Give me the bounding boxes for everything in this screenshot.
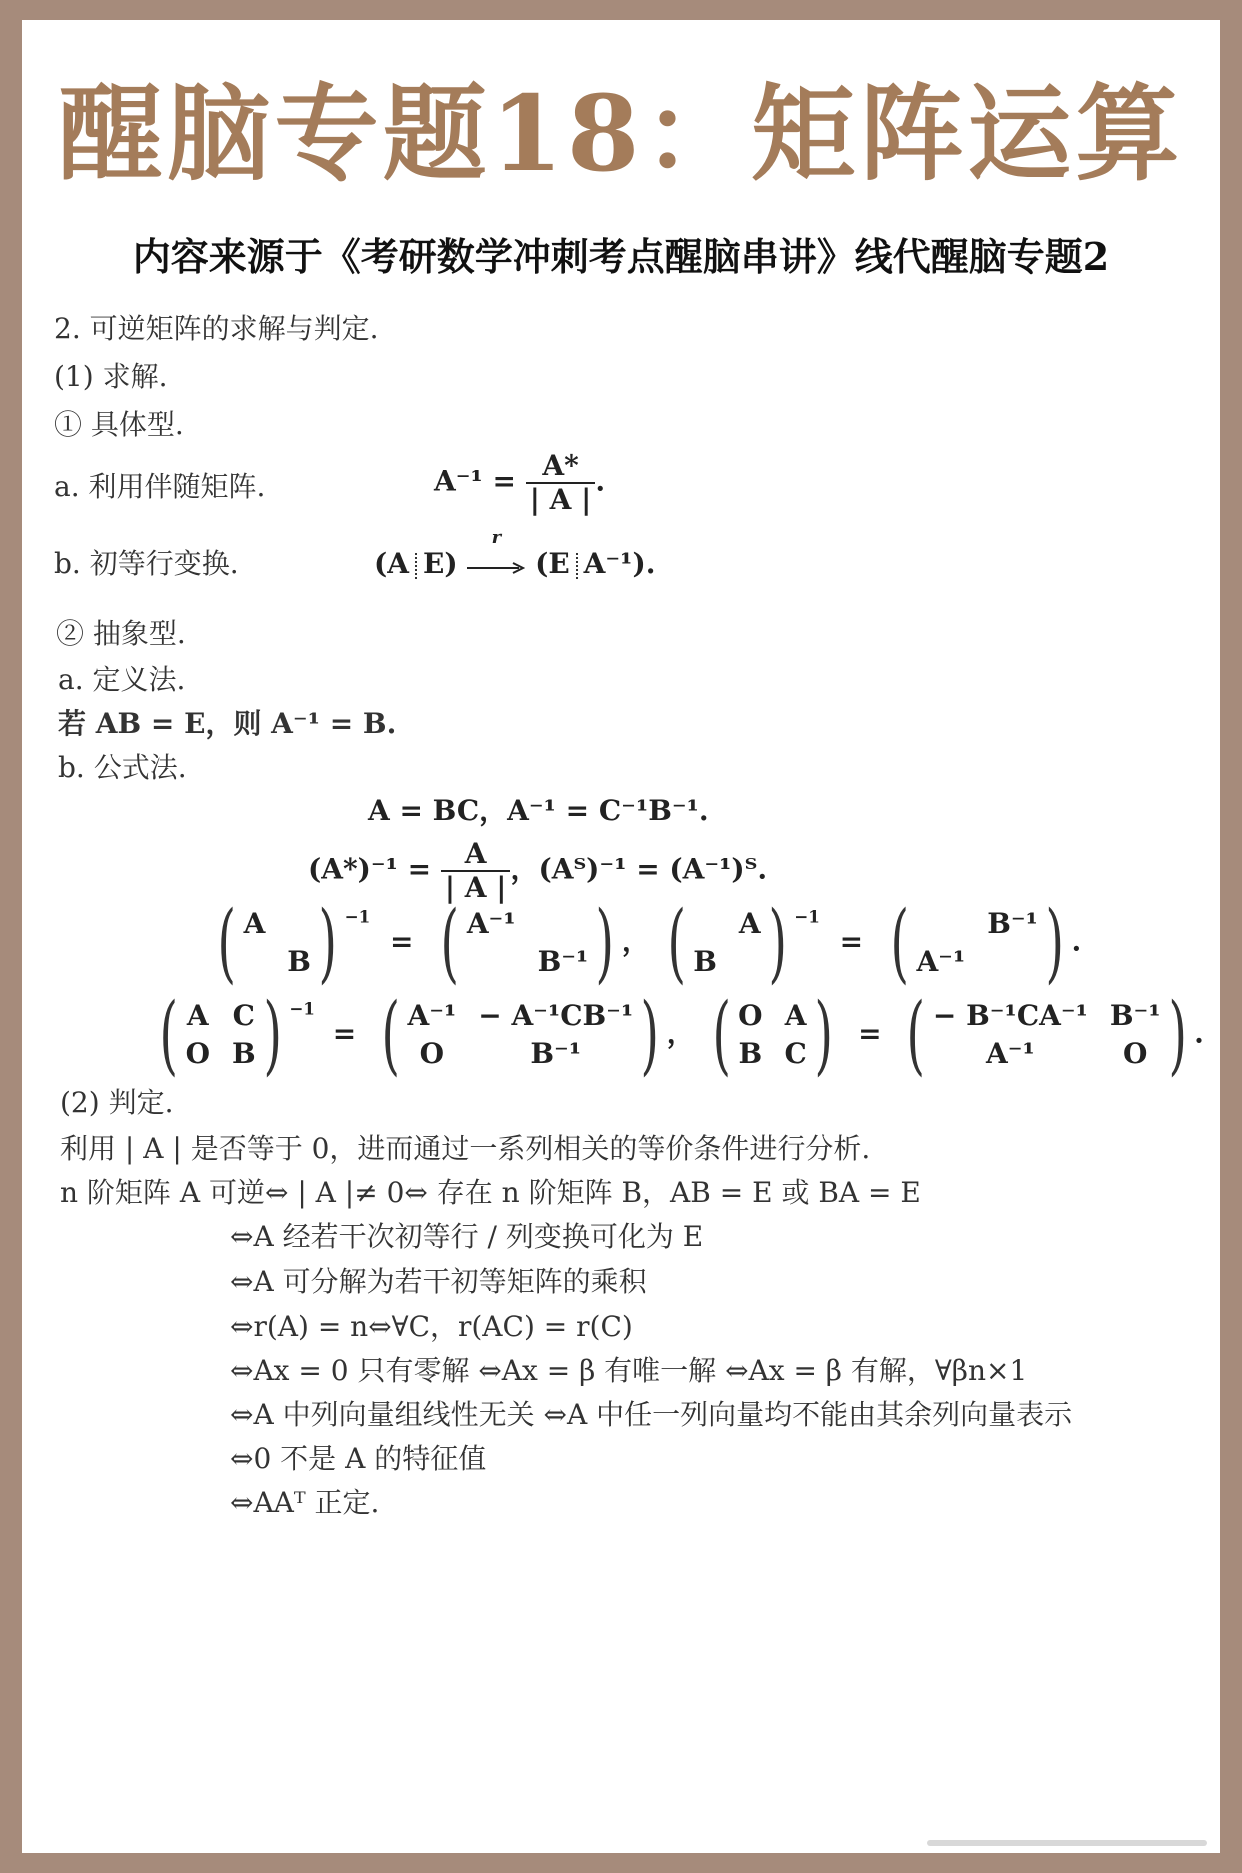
cell: − B⁻¹CA⁻¹ (932, 999, 1088, 1033)
equivalence-eigenvalue: ⇔0 不是 A 的特征值 (230, 1442, 487, 1475)
determinant-intro: 利用 | A | 是否等于 0，进而通过一系列相关的等价条件进行分析. (60, 1132, 871, 1165)
period: . (595, 464, 606, 498)
cell: O (419, 1037, 445, 1070)
row-transform-label: b. 初等行变换. (54, 547, 239, 580)
cell: A⁻¹ (986, 1037, 1035, 1070)
transform-arrow (467, 526, 525, 583)
cell: O (1123, 1037, 1148, 1070)
cell: B (231, 1037, 256, 1070)
matrix-antidiag-A-B: ( A B ) (667, 893, 787, 993)
cell: B (287, 945, 311, 978)
definition-statement: 若 AB = E，则 A⁻¹ = B. (58, 707, 397, 740)
matrix-antitriangular-inverse: ( − B⁻¹CA⁻¹ B⁻¹ A⁻¹ O ) (906, 985, 1187, 1085)
equivalence-linear-system: ⇔Ax = 0 只有零解 ⇔Ax = β 有唯一解 ⇔Ax = β 有解，∀βn×1 (230, 1354, 1028, 1387)
equivalence-rank: ⇔r(A) = n⇔∀C，r(AC) = r(C) (230, 1310, 633, 1343)
block-diagonal-formulas (210, 893, 1082, 993)
result-right: A⁻¹). (583, 547, 656, 580)
cell: B⁻¹ (987, 907, 1038, 941)
adjugate-numerator: A* (526, 450, 596, 484)
page (22, 20, 1220, 1853)
cell: A (738, 907, 761, 941)
formula-method-label: b. 公式法. (58, 751, 187, 784)
section-solve-heading: (1) 求解. (54, 360, 168, 393)
cell: A⁻¹ (466, 907, 516, 941)
cell: B⁻¹ (530, 1037, 582, 1070)
cell: B⁻¹ (1109, 999, 1161, 1033)
cell: C (784, 1037, 807, 1070)
adjugate-transpose-formula (308, 838, 767, 904)
equals: = (839, 924, 864, 958)
row-transform-formula (374, 526, 656, 582)
watermark-bar (927, 1840, 1207, 1846)
equals: = (390, 924, 414, 958)
matrix-diag-A-B: ( A B ) (217, 893, 337, 993)
cell: − A⁻¹CB⁻¹ (478, 999, 634, 1033)
period: . (1194, 1016, 1204, 1050)
comma: ， (621, 924, 650, 958)
adjugate-formula (434, 450, 605, 516)
equivalence-positive-definite: ⇔AAᵀ 正定. (230, 1486, 380, 1519)
block-triangular-formulas (152, 985, 1204, 1085)
period: . (1071, 924, 1082, 958)
comma: ， (666, 1016, 695, 1050)
augmented-left: (A (374, 547, 409, 580)
cell: O (738, 999, 763, 1033)
result-left: (E (535, 547, 570, 580)
page-title: 醒脑专题18：矩阵运算 (58, 72, 1184, 195)
equivalence-elementary-product: ⇔A 可分解为若干初等矩阵的乘积 (230, 1265, 647, 1298)
equivalence-column-independence: ⇔A 中列向量组线性无关 ⇔A 中任一列向量均不能由其余列向量表示 (230, 1398, 1073, 1431)
equivalence-row-transform: ⇔A 经若干次初等行 / 列变换可化为 E (230, 1220, 704, 1253)
fraction-denominator: | A | (444, 871, 507, 905)
inverse-exponent: −1 (344, 906, 371, 927)
page-subtitle: 内容来源于《考研数学冲刺考点醒脑串讲》线代醒脑专题2 (132, 234, 1110, 279)
equals: = (332, 1016, 357, 1050)
adjugate-method-label: a. 利用伴随矩阵. (54, 470, 266, 503)
product-inverse-formula: A = BC，A⁻¹ = C⁻¹B⁻¹. (368, 794, 709, 827)
abstract-type-heading: ② 抽象型. (56, 617, 186, 650)
cell: A (784, 999, 807, 1033)
adjugate-denominator: | A | (529, 483, 592, 517)
section-judge-heading: (2) 判定. (60, 1086, 174, 1119)
matrix-A-C-O-B: ( A C O B ) (159, 985, 282, 1085)
cell: B⁻¹ (537, 945, 589, 978)
cell: B (738, 1037, 763, 1070)
augmented-right: E) (422, 547, 458, 580)
fraction-numerator: A (441, 838, 511, 872)
cell: B (693, 945, 717, 978)
arrow-label: r (491, 526, 502, 548)
matrix-O-A-B-C: ( O A B C ) (712, 985, 833, 1085)
cell: A (186, 999, 209, 1033)
equivalence-main: n 阶矩阵 A 可逆⇔ | A |≠ 0⇔ 存在 n 阶矩阵 B，AB = E 或 BA = E (60, 1176, 921, 1209)
cell: C (232, 999, 255, 1033)
adjugate-inverse-lhs: (A*)⁻¹ = (308, 852, 432, 886)
adjugate-fraction (526, 450, 596, 516)
cell: A⁻¹ (407, 999, 457, 1033)
inverse-exponent: −1 (794, 906, 820, 927)
cell: O (185, 1037, 210, 1070)
separator (415, 553, 417, 579)
equals: = (858, 1016, 882, 1050)
definition-method-label: a. 定义法. (58, 663, 186, 696)
cell: A⁻¹ (916, 945, 966, 978)
inverse-lhs: A⁻¹ = (434, 464, 516, 498)
separator (576, 553, 578, 579)
matrix-upper-inverse: ( A⁻¹ − A⁻¹CB⁻¹ O B⁻¹ ) (381, 985, 660, 1085)
matrix-diag-Ainv-Binv: ( A⁻¹ B⁻¹ ) (440, 893, 615, 993)
inverse-exponent: −1 (289, 998, 315, 1019)
matrix-antidiag-Binv-Ainv: ( B⁻¹ A⁻¹ ) (890, 893, 1064, 993)
concrete-type-heading: ① 具体型. (54, 408, 184, 441)
section-2-heading: 2. 可逆矩阵的求解与判定. (54, 312, 379, 345)
cell: A (243, 907, 266, 941)
transpose-inverse: ，(Aᵀ)⁻¹ = (A⁻¹)ᵀ. (510, 852, 768, 886)
